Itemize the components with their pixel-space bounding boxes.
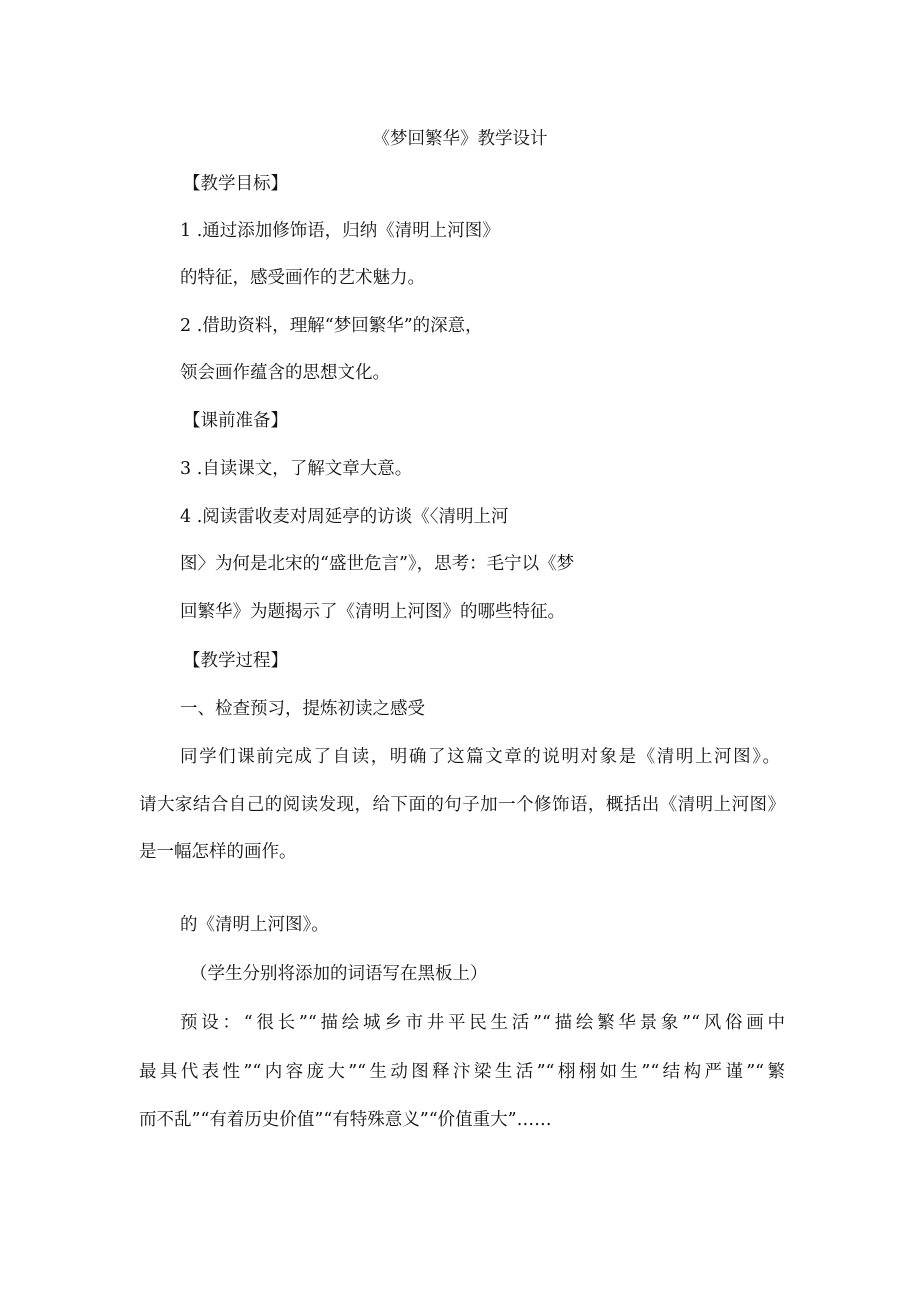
objective-2-line-1: 2 .借助资料，理解“梦回繁华”的深意， xyxy=(180,316,483,336)
process-paragraph-line-3: 是一幅怎样的画作。 xyxy=(139,842,297,862)
section-heading-process: 【教学过程】 xyxy=(183,651,288,671)
preset-answers-line-1: 预设：“很长”“描绘城乡市井平民生活”“描绘繁华景象”“风俗画中 xyxy=(180,1013,785,1033)
process-paragraph-line-1: 同学们课前完成了自读，明确了这篇文章的说明对象是《清明上河图》。 xyxy=(180,747,780,767)
process-step-1-heading: 一、检查预习，提炼初读之感受 xyxy=(180,699,425,719)
preparation-item-3: 3 .自读课文，了解文章大意。 xyxy=(180,459,413,479)
preparation-4-line-2: 图〉为何是北宋的“盛世危言”》，思考：毛宁以《梦 xyxy=(180,554,575,574)
fill-in-blank-sentence: 的《清明上河图》。 xyxy=(180,915,329,935)
objective-1-line-1: 1 .通过添加修饰语，归纳《清明上河图》 xyxy=(180,221,500,241)
section-heading-objectives: 【教学目标】 xyxy=(183,174,288,194)
objective-2-line-2: 领会画作蕴含的思想文化。 xyxy=(180,363,390,383)
classroom-note: （学生分别将添加的词语写在黑板上） xyxy=(190,964,488,984)
objective-1-line-2: 的特征，感受画作的艺术魅力。 xyxy=(180,268,425,288)
document-title: 《梦回繁华》教学设计 xyxy=(372,129,548,149)
preparation-4-line-3: 回繁华》为题揭示了《清明上河图》的哪些特征。 xyxy=(180,602,565,622)
preset-answers-line-2: 最具代表性”“内容庞大”“生动图释汴梁生活”“栩栩如生”“结构严谨”“繁 xyxy=(139,1062,785,1082)
preparation-4-line-1: 4 .阅读雷收麦对周延亭的访谈《〈清明上河 xyxy=(180,507,509,527)
process-paragraph-line-2: 请大家结合自己的阅读发现，给下面的句子加一个修饰语，概括出《清明上河图》 xyxy=(139,795,785,815)
section-heading-preparation: 【课前准备】 xyxy=(183,411,288,431)
preset-answers-line-3: 而不乱”“有着历史价值”“有特殊意义”“价值重大”…… xyxy=(139,1110,552,1130)
